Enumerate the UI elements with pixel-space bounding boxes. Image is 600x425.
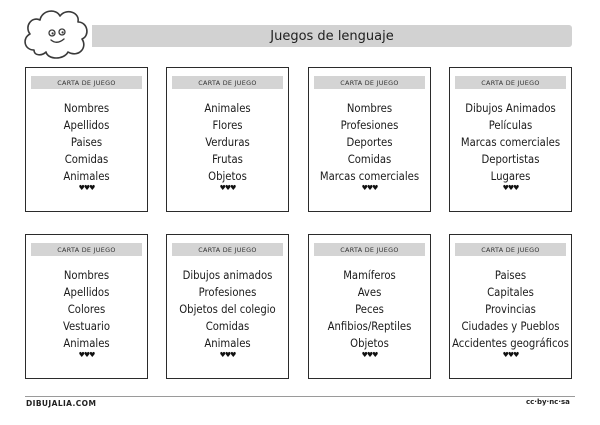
title-banner [92, 25, 572, 47]
card-item: Comidas [205, 320, 250, 333]
hearts-icon: ♥♥♥ [219, 351, 236, 359]
card-item: Deportes [346, 136, 393, 149]
card-item: Nombres [346, 102, 393, 115]
license-badge: cc·by·nc·sa [526, 398, 570, 406]
hearts-icon: ♥♥♥ [502, 351, 519, 359]
card-item: Frutas [212, 153, 243, 166]
card-item: Paises [494, 269, 527, 282]
card-list [26, 267, 147, 352]
hearts-icon: ♥♥♥ [219, 184, 236, 192]
game-card [25, 67, 148, 212]
card-item: Accidentes geográficos [452, 337, 569, 350]
card-header: CARTA DE JUEGO [31, 243, 142, 256]
footer-site: DIBUJALIA.COM [26, 399, 97, 408]
card-item: Peces [355, 303, 384, 316]
card-item: Animales [204, 337, 251, 350]
card-list [309, 267, 430, 352]
cloud-logo-icon [22, 6, 92, 64]
card-header: CARTA DE JUEGO [455, 76, 566, 89]
card-item: Aves [357, 286, 382, 299]
card-item: Ciudades y Pueblos [461, 320, 560, 333]
hearts-icon: ♥♥♥ [361, 351, 378, 359]
card-item: Colores [67, 303, 106, 316]
card-item: Anfibios/Reptiles [327, 320, 412, 333]
card-header: CARTA DE JUEGO [314, 76, 425, 89]
card-list [309, 100, 430, 185]
card-item: Objetos del colegio [179, 303, 276, 316]
card-item: Apellidos [63, 286, 110, 299]
card-item: Flores [212, 119, 243, 132]
card-list [26, 100, 147, 185]
card-item: Mamíferos [343, 269, 396, 282]
card-item: Vestuario [62, 320, 111, 333]
card-item: Provincias [485, 303, 536, 316]
cards-grid [25, 67, 570, 380]
card-list [167, 267, 288, 352]
hearts-icon: ♥♥♥ [361, 184, 378, 192]
card-header: CARTA DE JUEGO [314, 243, 425, 256]
card-item: Comidas [64, 153, 109, 166]
card-item: Comidas [347, 153, 392, 166]
card-header: CARTA DE JUEGO [172, 243, 283, 256]
card-item: Verduras [205, 136, 250, 149]
card-item: Apellidos [63, 119, 110, 132]
card-item: Profesiones [198, 286, 257, 299]
card-item: Deportistas [481, 153, 540, 166]
card-item: Nombres [63, 102, 110, 115]
game-card [166, 234, 289, 379]
footer-divider [25, 396, 575, 397]
game-card [166, 67, 289, 212]
game-card [449, 234, 572, 379]
card-item: Profesiones [340, 119, 399, 132]
card-header: CARTA DE JUEGO [172, 76, 283, 89]
card-item: Marcas comerciales [319, 170, 420, 183]
card-item: Animales [63, 337, 110, 350]
hearts-icon: ♥♥♥ [78, 184, 95, 192]
card-item: Objetos [350, 337, 389, 350]
card-item: Lugares [490, 170, 531, 183]
game-card [25, 234, 148, 379]
card-item: Capitales [487, 286, 534, 299]
card-item: Dibujos Animados [465, 102, 556, 115]
game-card [449, 67, 572, 212]
card-list [450, 100, 571, 185]
card-item: Paises [70, 136, 103, 149]
hearts-icon: ♥♥♥ [78, 351, 95, 359]
card-item: Nombres [63, 269, 110, 282]
card-header: CARTA DE JUEGO [455, 243, 566, 256]
card-item: Objetos [208, 170, 247, 183]
card-list [450, 267, 571, 352]
hearts-icon: ♥♥♥ [502, 184, 519, 192]
card-item: Películas [488, 119, 533, 132]
card-item: Animales [204, 102, 251, 115]
game-card [308, 234, 431, 379]
card-list [167, 100, 288, 185]
card-item: Dibujos animados [182, 269, 273, 282]
card-item: Animales [63, 170, 110, 183]
card-header: CARTA DE JUEGO [31, 76, 142, 89]
page-title: Juegos de lenguaje [270, 28, 394, 44]
game-card [308, 67, 431, 212]
card-item: Marcas comerciales [460, 136, 561, 149]
